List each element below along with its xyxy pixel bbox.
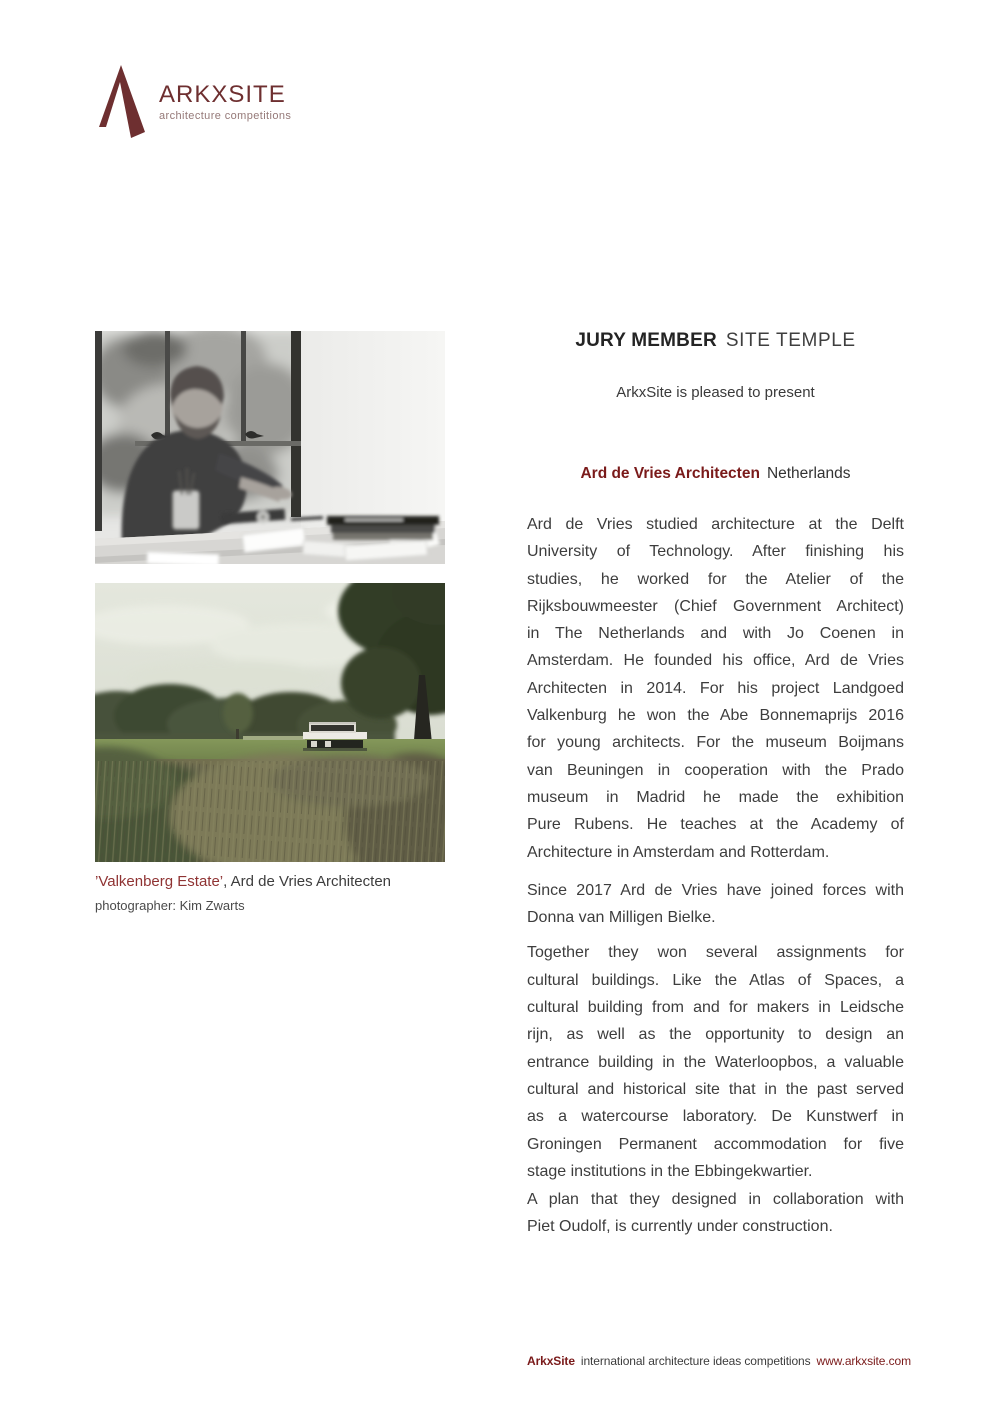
- bio-line: Pure Rubens. He teaches at the Academy of: [527, 816, 904, 834]
- bio-line: University of Technology. After finishing his: [527, 543, 904, 561]
- bio-line: Architecture in Amsterdam and Rotterdam.: [527, 843, 830, 861]
- presenter-line: [527, 464, 904, 484]
- page-footer: [527, 1353, 947, 1369]
- footer-tagline: international architecture ideas competitions: [580, 1354, 811, 1368]
- bio-paragraph: [527, 1186, 904, 1241]
- bio-line: cultural and historical site that in the past served: [527, 1080, 904, 1098]
- site-temple-label: SITE TEMPLE: [725, 330, 856, 351]
- bio-paragraph: [527, 939, 904, 1185]
- logo-title: ARKXSITE: [159, 81, 286, 108]
- caption-title-line: [95, 872, 465, 892]
- intro-line: ArkxSite is pleased to present: [616, 384, 815, 401]
- bio-line: entrance building in the Waterloopbos, a valuable: [527, 1053, 904, 1071]
- jury-member-label: JURY MEMBER: [575, 330, 717, 351]
- footer-url-link[interactable]: www.arkxsite.com: [816, 1354, 911, 1368]
- bio-line: cultural buildings. Like the Atlas of Spaces, a: [527, 971, 904, 989]
- main-content: [527, 330, 904, 1241]
- bio-line: in The Netherlands and with Jo Coenen in: [527, 625, 904, 643]
- caption-architect: , Ard de Vries Architecten: [223, 873, 392, 890]
- bio-line: A plan that they designed in collaboration with: [527, 1191, 904, 1209]
- bio-line: Since 2017 Ard de Vries have joined forces with: [527, 881, 904, 899]
- bio-line: studies, he worked for the Atelier of the: [527, 570, 904, 588]
- bio-line: rijn, as well as the opportunity to design an: [527, 1026, 904, 1044]
- bio-line: stage institutions in the Ebbingekwartier.: [527, 1162, 813, 1180]
- caption-photographer: photographer: Kim Zwarts: [95, 898, 245, 913]
- presenter-country: Netherlands: [766, 465, 851, 482]
- caption-project-name: ’Valkenberg Estate’: [95, 873, 224, 890]
- bio-line: for young architects. For the museum Boijmans: [527, 734, 904, 752]
- bio-line: Donna van Milligen Bielke.: [527, 909, 716, 927]
- bio-line: Amsterdam. He founded his office, Ard de Vries: [527, 652, 904, 670]
- bio-line: Piet Oudolf, is currently under construction.: [527, 1218, 833, 1236]
- bio-line: Groningen Permanent accommodation for five: [527, 1135, 904, 1153]
- bio-line: Architecten in 2014. For his project Landgoed: [527, 679, 904, 697]
- footer-brand: ArkxSite: [527, 1354, 575, 1368]
- bio-line: museum in Madrid he made the exhibition: [527, 788, 904, 806]
- bio-line: Valkenburg he won the Abe Bonnemaprijs 2016: [527, 707, 904, 725]
- logo-subtitle: architecture competitions: [159, 110, 292, 122]
- arkxsite-logo-mark-icon: [97, 64, 149, 140]
- bio-line: van Beuningen in cooperation with the Prado: [527, 761, 904, 779]
- bio-line: Rijksbouwmeester (Chief Government Architect): [527, 597, 904, 615]
- bio-paragraph: [527, 877, 904, 932]
- portrait-photo: [95, 331, 445, 564]
- presenter-name: Ard de Vries Architecten: [580, 465, 760, 482]
- bio-line: cultural building from and for makers in Leidsche: [527, 999, 904, 1017]
- bio-line: as a watercourse laboratory. De Kunstwerf in: [527, 1108, 904, 1126]
- page-title: [527, 330, 904, 352]
- photo-caption: [95, 872, 465, 914]
- bio-paragraph: [527, 511, 904, 866]
- bio-line: Ard de Vries studied architecture at the Delft: [527, 516, 904, 533]
- bio-line: Together they won several assignments for: [527, 944, 904, 962]
- arkxsite-logo: [97, 64, 291, 140]
- logo-text: [159, 64, 291, 122]
- landscape-photo: [95, 583, 445, 862]
